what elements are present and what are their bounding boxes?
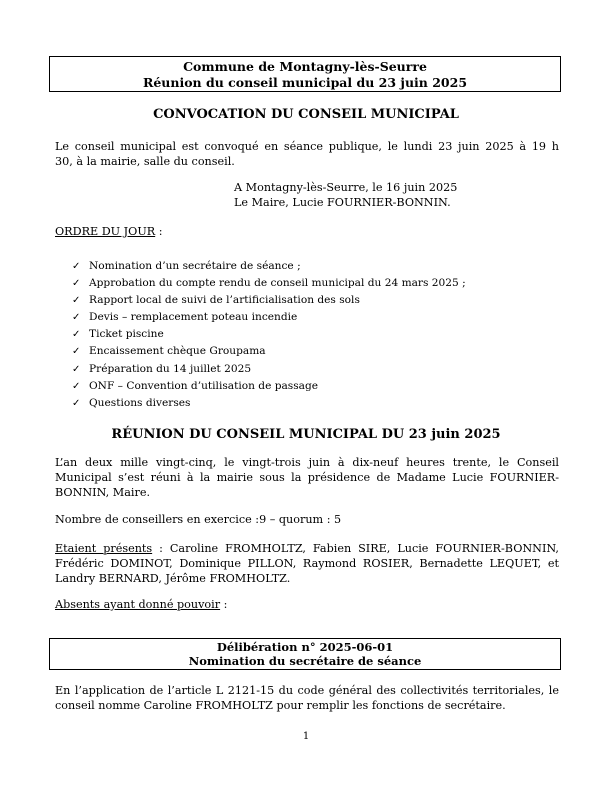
agenda-item-text: Nomination d’un secrétaire de séance ; [89, 260, 301, 272]
check-icon: ✓ [72, 363, 81, 375]
absent-members [55, 597, 227, 612]
present-line2: Frédéric DOMINOT, Dominique PILLON, Raymond ROSIER, Bernadette LEQUET, et [55, 557, 559, 570]
absent-label: Absents ayant donné pouvoir [55, 598, 221, 611]
check-icon: ✓ [72, 278, 81, 290]
list-item [72, 292, 466, 309]
meeting-intro-line3: BONNIN, Maire. [55, 486, 151, 499]
agenda-item-text: Questions diverses [89, 396, 191, 409]
present-line3: Landry BERNARD, Jérôme FROMHOLTZ. [55, 572, 291, 585]
list-item [72, 343, 466, 360]
header-box [49, 56, 561, 92]
check-icon: ✓ [72, 380, 81, 392]
present-line1 [55, 541, 559, 556]
absent-colon: : [220, 598, 228, 611]
convocation-title: CONVOCATION DU CONSEIL MUNICIPAL [153, 107, 459, 122]
signature-mayor: Le Maire, Lucie FOURNIER-BONNIN. [234, 196, 451, 209]
list-item [72, 275, 466, 292]
agenda-list [72, 258, 466, 412]
agenda-item-text: Rapport local de suivi de l’artificialisation des sols [89, 294, 360, 307]
convocation-text-line2: 30, à la mairie, salle du conseil. [55, 155, 235, 168]
page-number: 1 [302, 731, 310, 742]
deliberation-text [55, 683, 559, 713]
council-counts: Nombre de conseillers en exercice :9 – quorum : 5 [55, 513, 342, 526]
deliberation-text-line2: conseil nomme Caroline FROMHOLTZ pour remplir les fonctions de secrétaire. [55, 699, 506, 712]
convocation-text-line1: Le conseil municipal est convoqué en séance publique, le lundi 23 juin 2025 à 19 h [55, 140, 559, 153]
check-icon: ✓ [72, 346, 81, 358]
list-item [72, 395, 466, 412]
meeting-date-title: Réunion du conseil municipal du 23 juin 2025 [142, 75, 468, 90]
agenda-item-text: Ticket piscine [89, 328, 164, 341]
meeting-title: RÉUNION DU CONSEIL MUNICIPAL DU 23 juin 2025 [111, 427, 501, 442]
present-label: Etaient présents [55, 542, 153, 555]
present-names-1: : Caroline FROMHOLTZ, Fabien SIRE, Lucie FOURNIER-BONNIN, [152, 542, 559, 555]
agenda-item-text: Préparation du 14 juillet 2025 [89, 362, 252, 375]
deliberation-text-line1: En l’application de l’article L 2121-15 du code général des collectivités territoriales, le [55, 684, 559, 697]
signature-place-date: A Montagny-lès-Seurre, le 16 juin 2025 [234, 181, 458, 194]
deliberation-subject: Nomination du secrétaire de séance [188, 654, 422, 668]
convocation-text [55, 139, 559, 169]
meeting-intro-line1: L’an deux mille vingt-cinq, le vingt-trois juin à dix-neuf heures trente, le Conseil [55, 456, 559, 469]
check-icon: ✓ [72, 295, 81, 307]
list-item [72, 258, 466, 275]
check-icon: ✓ [72, 312, 81, 324]
check-icon: ✓ [72, 329, 81, 341]
agenda-heading-label: ORDRE DU JOUR [55, 225, 156, 238]
agenda-item-text: ONF – Convention d’utilisation de passage [89, 379, 319, 392]
commune-name: Commune de Montagny-lès-Seurre [183, 59, 427, 74]
agenda-item-text: Approbation du compte rendu de conseil municipal du 24 mars 2025 ; [89, 277, 466, 290]
agenda-heading [55, 224, 163, 239]
list-item [72, 361, 466, 378]
list-item [72, 309, 466, 326]
meeting-intro-line2: Municipal s’est réuni à la mairie sous la présidence de Madame Lucie FOURNIER- [55, 471, 559, 484]
agenda-item-text: Devis – remplacement poteau incendie [89, 311, 298, 324]
meeting-intro [55, 455, 559, 500]
present-members [55, 541, 559, 586]
list-item [72, 378, 466, 395]
deliberation-number: Délibération n° 2025-06-01 [216, 640, 394, 654]
list-item [72, 326, 466, 343]
deliberation-box [49, 638, 561, 670]
agenda-item-text: Encaissement chèque Groupama [89, 345, 266, 358]
check-icon: ✓ [72, 397, 81, 409]
check-icon: ✓ [72, 261, 81, 272]
agenda-heading-colon: : [155, 225, 163, 238]
